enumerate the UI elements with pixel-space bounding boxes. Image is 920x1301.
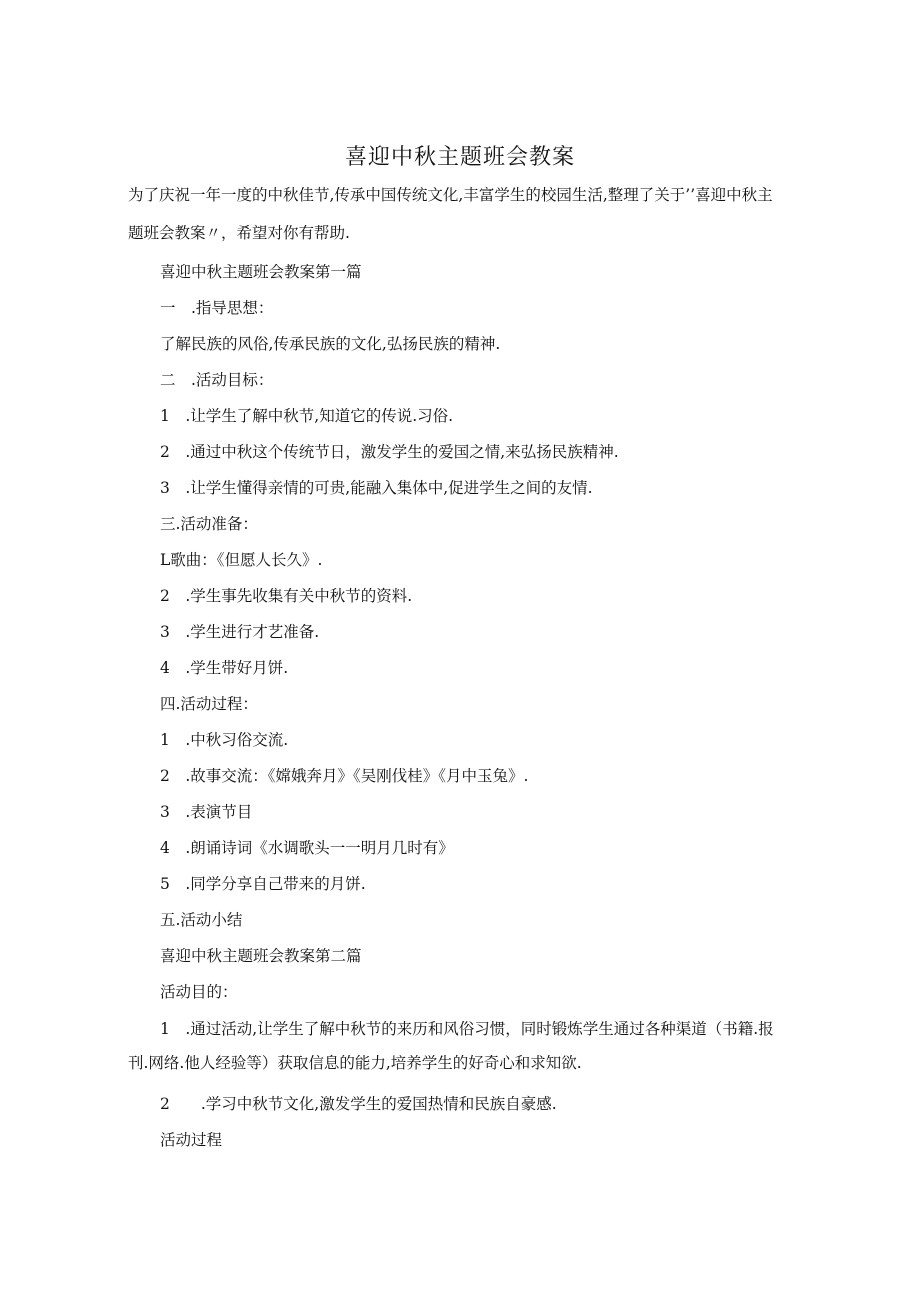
list-item: 1 .让学生了解中秋节,知道它的传说.习俗. (160, 407, 454, 425)
list-item: 2 .学生事先收集有关中秋节的资料. (160, 587, 413, 605)
list-item: 3 .表演节目 (160, 803, 253, 821)
wrapped-paragraph: 1 .通过活动,让学生了解中秋节的来历和风俗习惯，同时锻炼学生通过各种渠道（书籍.报刊.网络.他人经验等）获取信息的能力,培养学生的好奇心和求知欲. (128, 1020, 774, 1072)
list-item: 2 .学习中秋节文化,激发学生的爱国热情和民族自豪感. (160, 1095, 557, 1113)
document-title: 喜迎中秋主题班会教案 (344, 145, 575, 170)
section-heading-second: 喜迎中秋主题班会教案第二篇 (160, 947, 362, 965)
list-item: 5 .同学分享自己带来的月饼. (160, 875, 366, 893)
list-item: 五.活动小结 (160, 911, 243, 929)
list-item: 四.活动过程： (160, 695, 258, 713)
intro-paragraph: 为了庆祝一年一度的中秋佳节,传承中国传统文化,丰富学生的校园生活,整理了关于’’喜迎中秋主题班会教案〃，希望对你有帮助. (128, 186, 773, 242)
list-item: 二 .活动目标： (160, 371, 274, 389)
list-item: L歌曲：《但愿人长久》. (160, 551, 323, 569)
list-item: 了解民族的风俗,传承民族的文化,弘扬民族的精神. (160, 335, 501, 353)
section-heading-first: 喜迎中秋主题班会教案第一篇 (160, 263, 362, 281)
list-item: 3 .学生进行才艺准备. (160, 623, 320, 641)
list-item: 4 .学生带好月饼. (160, 659, 289, 677)
list-item: 2 .通过中秋这个传统节日，激发学生的爱国之情,来弘扬民族精神. (160, 443, 619, 461)
list-item: 活动过程 (160, 1131, 223, 1149)
list-item: 2 .故事交流：《嫦娥奔月》《吴刚伐桂》《月中玉兔》. (160, 767, 529, 785)
list-item: 活动目的： (160, 983, 238, 1001)
list-item: 一 .指导思想： (160, 299, 274, 317)
list-item: 1 .中秋习俗交流. (160, 731, 289, 749)
list-item: 3 .让学生懂得亲情的可贵,能融入集体中,促进学生之间的友情. (160, 479, 593, 497)
list-item: 4 .朗诵诗词《水调歌头一一明月几时有》 (160, 839, 454, 857)
list-item: 三.活动准备： (160, 515, 258, 533)
